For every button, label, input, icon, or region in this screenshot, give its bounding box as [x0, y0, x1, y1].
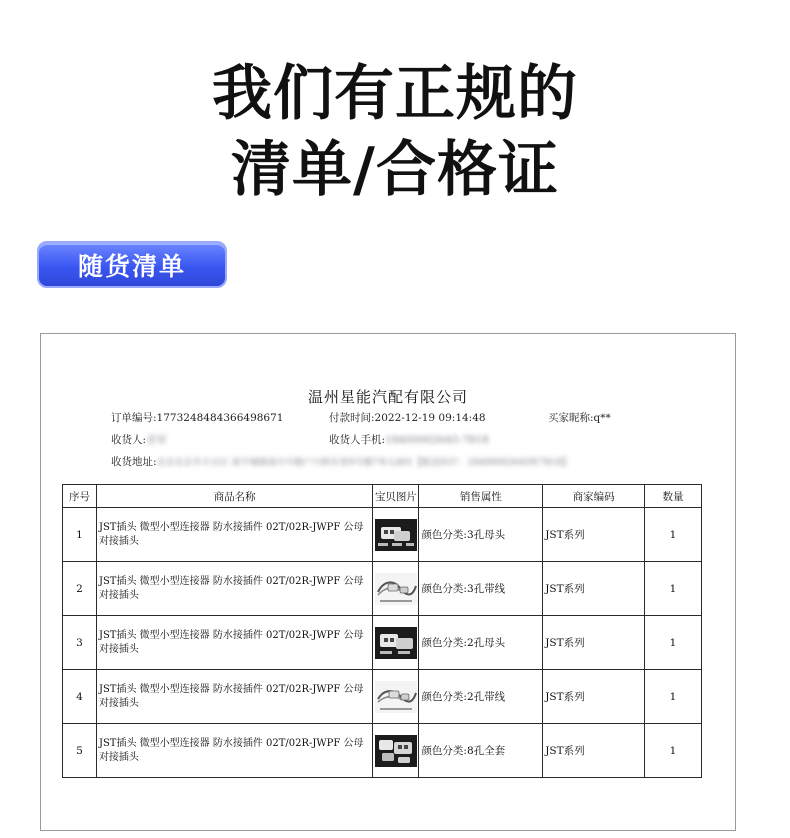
- table-row: 4 JST插头 微型小型连接器 防水接插件 02T/02R-JWPF 公母对接插头 颜色分类:2孔带线 JST系列 1: [63, 670, 702, 724]
- table-row: 3 JST插头 微型小型连接器 防水接插件 02T/02R-JWPF 公母对接插头 颜色分类:2孔母头 JST系列 1: [63, 616, 702, 670]
- header-image: 宝贝图片: [373, 485, 419, 508]
- shipping-address: 收货地址:北京北京市丰台区 南平城镇南月中路户兴桥东里9号楼7单元401【配送医疗：18400002645转7818】: [111, 456, 571, 468]
- header-attr: 销售属性: [419, 485, 543, 508]
- table-row: 2 JST插头 微型小型连接器 防水接插件 02T/02R-JWPF 公母对接插头 颜色分类:3孔带线 JST系列 1: [63, 562, 702, 616]
- table-header-row: [63, 485, 702, 508]
- packing-list-badge: 随货清单: [37, 241, 227, 288]
- connector-black-icon: [374, 518, 418, 552]
- order-number: 订单编号:1773248484366498671: [111, 412, 284, 424]
- header-code: 商家编码: [543, 485, 645, 508]
- header-name: 商品名称: [96, 485, 373, 508]
- packing-list-document: [40, 333, 736, 831]
- connector-black-icon: [374, 626, 418, 660]
- headline-line-2: 清单/合格证: [231, 135, 559, 205]
- headline-line-1: 我们有正规的: [212, 59, 578, 129]
- items-table: [62, 484, 702, 778]
- connector-wire-icon: [374, 572, 418, 606]
- receiver-phone: 收货人手机:18400002645-7818: [329, 434, 489, 446]
- table-row: 5 JST插头 微型小型连接器 防水接插件 02T/02R-JWPF 公母对接插头 颜色分类:8孔全套 JST系列 1: [63, 724, 702, 778]
- connector-wire-icon: [374, 680, 418, 714]
- buyer-nickname: 买家昵称:q**: [548, 412, 611, 424]
- receiver: 收货人:余军: [111, 434, 168, 446]
- paid-time: 付款时间:2022-12-19 09:14:48: [329, 412, 486, 424]
- table-row: 1 JST插头 微型小型连接器 防水接插件 02T/02R-JWPF 公母对接插头 颜色分类:3孔母头 JST系列 1: [63, 508, 702, 562]
- header-qty: 数量: [645, 485, 702, 508]
- connector-black-icon: [374, 734, 418, 768]
- header-no: 序号: [63, 485, 97, 508]
- company-name: 温州星能汽配有限公司: [307, 388, 468, 406]
